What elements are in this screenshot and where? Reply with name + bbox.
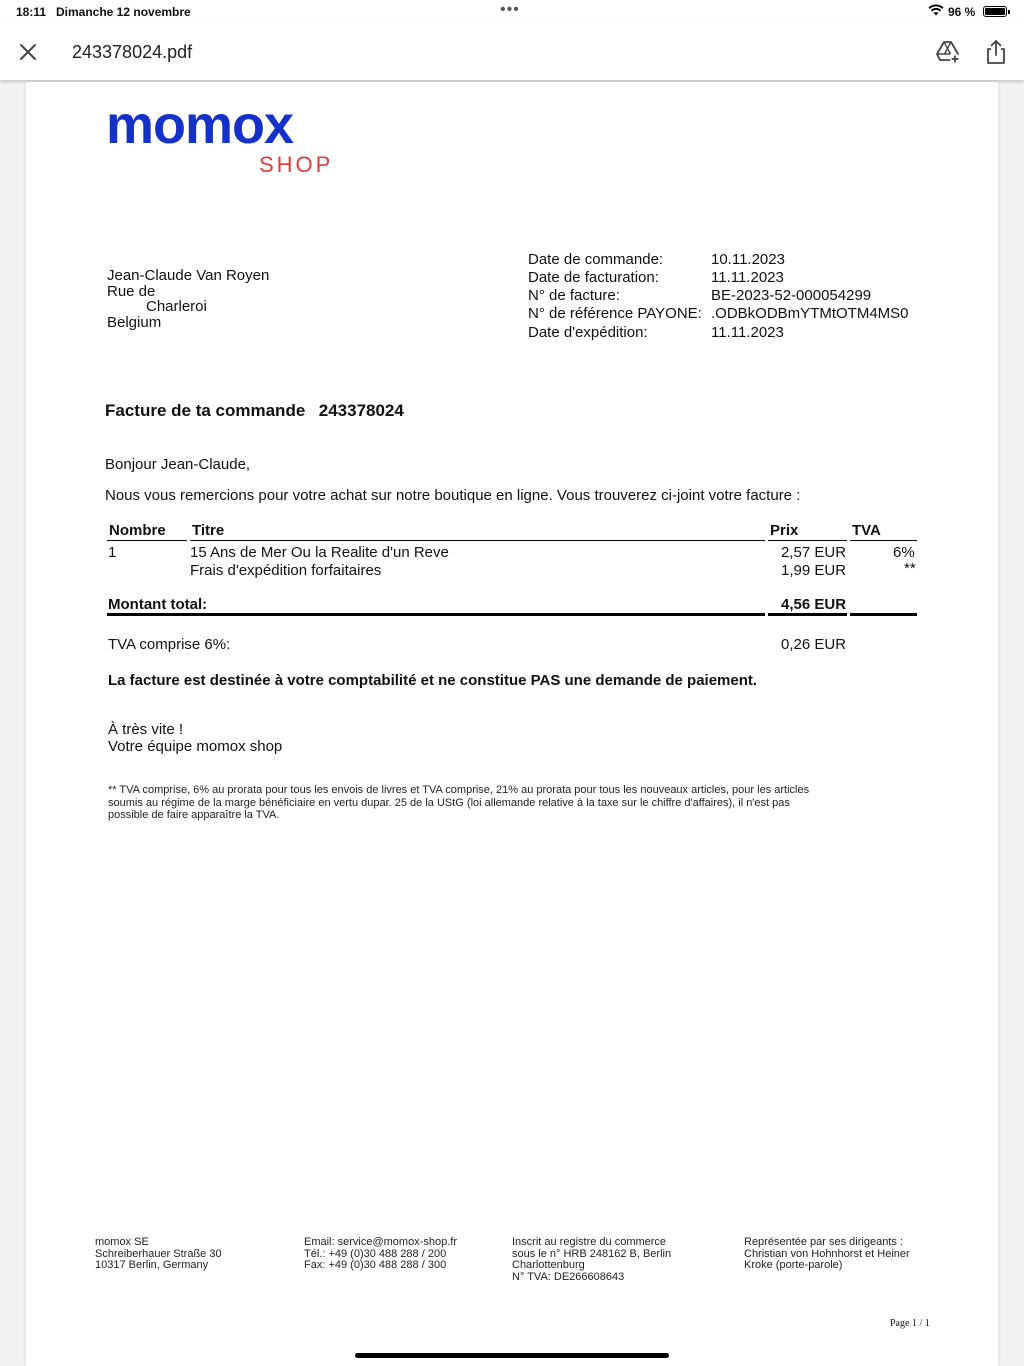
customer-street: Rue de bbox=[107, 283, 156, 300]
meta-value: BE-2023-52-000054299 bbox=[711, 287, 872, 304]
battery-percent: 96 % bbox=[948, 5, 976, 19]
total-value: 4,56 EUR bbox=[781, 596, 847, 613]
meta-label: N° de facture: bbox=[528, 287, 620, 304]
page-number: Page 1 / 1 bbox=[890, 1318, 930, 1329]
header-rule bbox=[107, 540, 187, 541]
invoice-heading bbox=[105, 401, 404, 421]
meta-label: Date de commande: bbox=[528, 251, 664, 268]
row-vat: ** bbox=[904, 560, 916, 577]
greeting: Bonjour Jean-Claude, bbox=[105, 456, 251, 473]
home-indicator[interactable] bbox=[355, 1353, 669, 1358]
meta-label: Date de facturation: bbox=[528, 269, 659, 286]
row-vat: 6% bbox=[893, 544, 915, 561]
vat-label: TVA comprise 6%: bbox=[108, 636, 231, 653]
share-icon[interactable] bbox=[982, 38, 1010, 66]
meta-label: Date d'expédition: bbox=[528, 324, 648, 341]
header-rule bbox=[768, 540, 847, 541]
footer-registry-line: sous le n° HRB 248162 B, Berlin bbox=[512, 1248, 672, 1260]
footer-company-line: momox SE bbox=[95, 1236, 149, 1248]
row-price: 2,57 EUR bbox=[781, 544, 847, 561]
footer-contact-line: Tél.: +49 (0)30 488 288 / 200 bbox=[304, 1248, 447, 1260]
battery-icon bbox=[983, 6, 1007, 17]
pdf-page bbox=[26, 82, 998, 1366]
closing-signature: Votre équipe momox shop bbox=[108, 738, 283, 755]
invoice-heading-text: Facture de ta commande bbox=[105, 401, 306, 420]
viewer-toolbar bbox=[0, 24, 1024, 80]
footer-directors-line: Représentée par ses dirigeants : bbox=[744, 1236, 903, 1248]
closing-line: À très vite ! bbox=[108, 721, 184, 738]
status-time: 18:11 bbox=[16, 5, 47, 19]
document-title: 243378024.pdf bbox=[72, 42, 193, 62]
col-price-header: Prix bbox=[770, 522, 799, 539]
row-title: Frais d'expédition forfaitaires bbox=[190, 562, 382, 579]
footnote-line: soumis au régime de la marge bénéficiaire en vertu dupar. 25 de la UStG (loi allemande relative à la taxe sur le chiffre d'affaires), il n'est pas bbox=[108, 797, 790, 809]
footer-directors-line: Christian von Hohnhorst et Heiner bbox=[744, 1248, 910, 1260]
vat-value: 0,26 EUR bbox=[781, 636, 847, 653]
total-rule bbox=[768, 613, 847, 616]
footer-company-line: 10317 Berlin, Germany bbox=[95, 1259, 209, 1271]
footer-directors-line: Kroke (porte-parole) bbox=[744, 1259, 843, 1271]
order-number: 243378024 bbox=[318, 401, 404, 420]
footer-company-line: Schreiberhauer Straße 30 bbox=[95, 1248, 222, 1260]
total-label: Montant total: bbox=[108, 596, 208, 613]
col-qty-header: Nombre bbox=[109, 522, 166, 539]
footnote-line: possible de faire apparaître la TVA. bbox=[108, 809, 280, 821]
momox-logo: momox bbox=[106, 95, 294, 155]
total-rule bbox=[850, 613, 917, 616]
footer-registry-line: Inscrit au registre du commerce bbox=[512, 1236, 667, 1248]
header-rule bbox=[850, 540, 917, 541]
meta-label: N° de référence PAYONE: bbox=[528, 305, 702, 322]
momox-logo-shop: SHOP bbox=[259, 152, 334, 177]
customer-city: Charleroi bbox=[146, 298, 207, 315]
add-to-drive-icon[interactable] bbox=[934, 38, 962, 66]
header-rule bbox=[190, 540, 765, 541]
customer-name: Jean-Claude Van Royen bbox=[107, 267, 270, 284]
payment-notice: La facture est destinée à votre comptabilité et ne constitue PAS une demande de paiement. bbox=[108, 672, 758, 689]
footer-contact-line: Email: service@momox-shop.fr bbox=[304, 1236, 457, 1248]
meta-value: 11.11.2023 bbox=[711, 324, 784, 341]
meta-value: 11.11.2023 bbox=[711, 269, 784, 286]
col-vat-header: TVA bbox=[852, 522, 881, 539]
intro-text: Nous vous remercions pour votre achat sur notre boutique en ligne. Vous trouverez ci-joint votre facture : bbox=[105, 487, 801, 504]
footer-registry-line: Charlottenburg bbox=[512, 1259, 585, 1271]
status-date: Dimanche 12 novembre bbox=[56, 5, 191, 19]
meta-value: .ODBkODBmYTMtOTM4MS0 bbox=[711, 305, 909, 322]
total-rule bbox=[107, 613, 765, 616]
customer-country: Belgium bbox=[107, 314, 162, 331]
multitasking-dots[interactable]: ••• bbox=[500, 1, 520, 18]
row-title: 15 Ans de Mer Ou la Realite d'un Reve bbox=[190, 544, 449, 561]
status-bar bbox=[0, 0, 1024, 24]
row-qty: 1 bbox=[108, 544, 117, 561]
footer-contact-line: Fax: +49 (0)30 488 288 / 300 bbox=[304, 1259, 447, 1271]
footnote-line: ** TVA comprise, 6% au prorata pour tous les envois de livres et TVA comprise, 21% au prorata pour tous les nouveaux articles, pour les articles bbox=[108, 784, 810, 796]
meta-value: 10.11.2023 bbox=[711, 251, 785, 268]
wifi-icon bbox=[928, 4, 944, 16]
row-price: 1,99 EUR bbox=[781, 562, 847, 579]
close-icon[interactable] bbox=[16, 40, 40, 64]
col-title-header: Titre bbox=[192, 522, 225, 539]
footer-registry-line: N° TVA: DE266608643 bbox=[512, 1271, 625, 1283]
